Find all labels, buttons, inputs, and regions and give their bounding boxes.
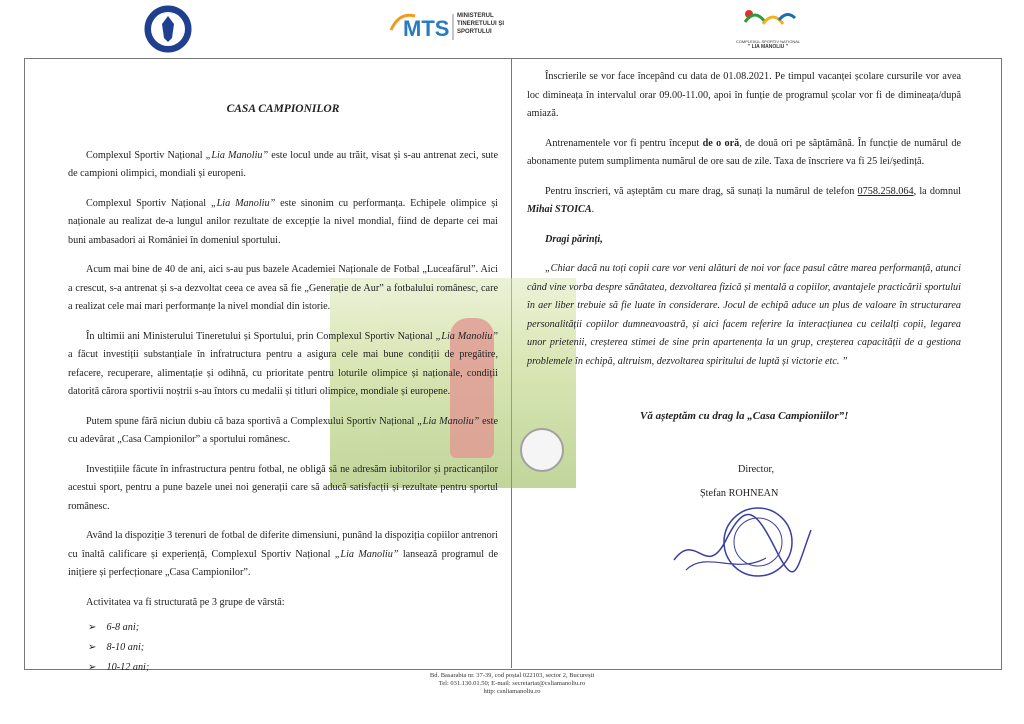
paragraph-program: Având la dispoziție 3 terenuri de fotbal de diferite dimensiuni, punând la dispoziția copiilor antrenori cu înaltă calificare și experiență, Complexul Sportiv Național „Lia Manoliu” lansează programul de inițiere și perfecționare „Casa Campionilor”.: [68, 530, 498, 578]
paragraph-casa: Putem spune fără niciun dubiu că baza sportivă a Complexului Sportiv Național „Lia Manoliu” este cu adevărat „Casa Campionilor” a sportului românesc.: [68, 415, 498, 445]
paragraph-investments: În ultimii ani Ministerului Tineretului și Sportului, prin Complexul Sportiv Național „Lia Manoliu” a făcut investiții substanțiale în infratructura pentru a asigura cele mai bune condiții de pregătire, refacere, recuperare, alimentație și odihnă, cu prioritate pentru loturile olimpice și naționale, condiții datorită cărora sportivii noștrii s-au întors cu medalii și titluri olimpice, mondiale și europene.: [68, 330, 498, 397]
parents-quote: „Chiar dacă nu toți copii care vor veni alături de noi vor face pasul către marea performanță, atunci când vine vorba despre sănătatea, dezvoltarea fizică și mentală a copiilor, avantajele practicării sportului în aer liber trebuie să fie luate în considerare. Jocul de echipă aduce un plus de valoare în structurarea personalității copiilor dumneavoastră, și aici facem referire la interacțiunea cu ceilalți copii, legarea unor prietenii, creșterea stimei de sine prin apartenența la un grup, creșterea capacității de a gestiona problemele în echipă, altruism, dezvoltarea spiritului de luptă și victorie etc. ”: [527, 263, 961, 367]
paragraph-academy: Acum mai bine de 40 de ani, aici s-au pus bazele Academiei Naționale de Fotbal „Luceafărul”. Aici a crescut, s-a antrenat și s-a dezvoltat ceea ce avea să fie „Generație de Aur” a fotbalului românesc, care a realizat cele mai mari performanțe la nivel mondial din istorie.: [68, 264, 498, 312]
right-column: [527, 68, 961, 382]
left-column: [68, 100, 498, 678]
closing-line: Vă așteptăm cu drag la „Casa Campioniilor”!: [640, 410, 849, 422]
contact-name: Mihai STOICA: [527, 204, 592, 215]
footer: [0, 672, 1024, 696]
paragraph-registration: Înscrierile se vor face începând cu data de 01.08.2021. Pe timpul vacanței școlare cursurile vor avea loc dimineața în intervalul orar 09.00-11.00, apoi în funție de programul școlar vor fi de dimineața/după amiază.: [527, 71, 961, 119]
footer-contact: Tel: 031.130.01.50; E-mail: secretariat@csliamanoliu.ro: [438, 680, 586, 687]
government-logo: [143, 4, 193, 54]
list-item: ➢ 10-12 ani;: [88, 658, 498, 678]
paragraph-football-investments: Investițiile făcute în infrastructura pentru fotbal, ne obligă să ne adresăm iubitorilor și practicanților acestui sport, pentru a pune bazele unei noi generații care să aducă satisfacții și rezultate pentru sportul românesc.: [68, 463, 498, 512]
paragraph-performance: Complexul Sportiv Național „Lia Manoliu” este sinonim cu performanța. Echipele olimpice și naționale au realizat de-a lungul anilor rezultate de excepție la nivel mondial, fiind de departe cei mai buni ambasadori ai României în domeniul sportului.: [68, 197, 498, 246]
paragraph-age-groups: Activitatea va fi structurată pe 3 grupe de vârstă:: [86, 596, 285, 608]
paragraph-training: Antrenamentele vor fi pentru început de o oră, de două ori pe săptămână. În funcție de numărul de abonamente putem sumplimenta numărul de ore sau de zile. Taxa de înscriere va fi 25 lei/ședință.: [527, 137, 961, 167]
paragraph-contact: Pentru înscrieri, vă așteptăm cu mare drag, să sunați la numărul de telefon 0758.258.064, la domnul Mihai STOICA.: [527, 185, 961, 215]
footer-website: http: csnliamanoliu.ro: [483, 688, 541, 695]
ministry-name: MINISTERUL TINERETULUI ȘI SPORTULUI: [457, 13, 505, 35]
greeting: Dragi părinți,: [545, 233, 603, 245]
list-item: ➢ 6-8 ani;: [88, 618, 498, 638]
signer-name: Ștefan ROHNEAN: [700, 488, 779, 499]
footer-address: Bd. Basarabia nr. 37-39, cod poștal 022103, sector 2, București: [429, 672, 595, 679]
lia-logo-text: COMPLEXUL SPORTIV NAȚIONAL: [735, 39, 801, 44]
football-ball: [520, 428, 564, 472]
mts-logo-text: MTS: [403, 16, 450, 41]
ministry-logo: [385, 8, 535, 44]
age-group-list: [88, 618, 498, 678]
director-title: Director,: [738, 464, 775, 475]
lia-manoliu-logo: [735, 4, 801, 52]
paragraph-intro: Complexul Sportiv Național „Lia Manoliu” este locul unde au trăit, visat și s-au antrenat zeci, sute de campioni olimpici, mondiali și europeni.: [68, 149, 499, 179]
lia-logo-name: " LIA MANOLIU ": [747, 44, 789, 50]
phone-number: 0758.258.064: [857, 185, 914, 197]
list-item: ➢ 8-10 ani;: [88, 638, 498, 658]
document-title: CASA CAMPIONILOR: [226, 103, 340, 115]
signature-stamp: [666, 500, 816, 590]
